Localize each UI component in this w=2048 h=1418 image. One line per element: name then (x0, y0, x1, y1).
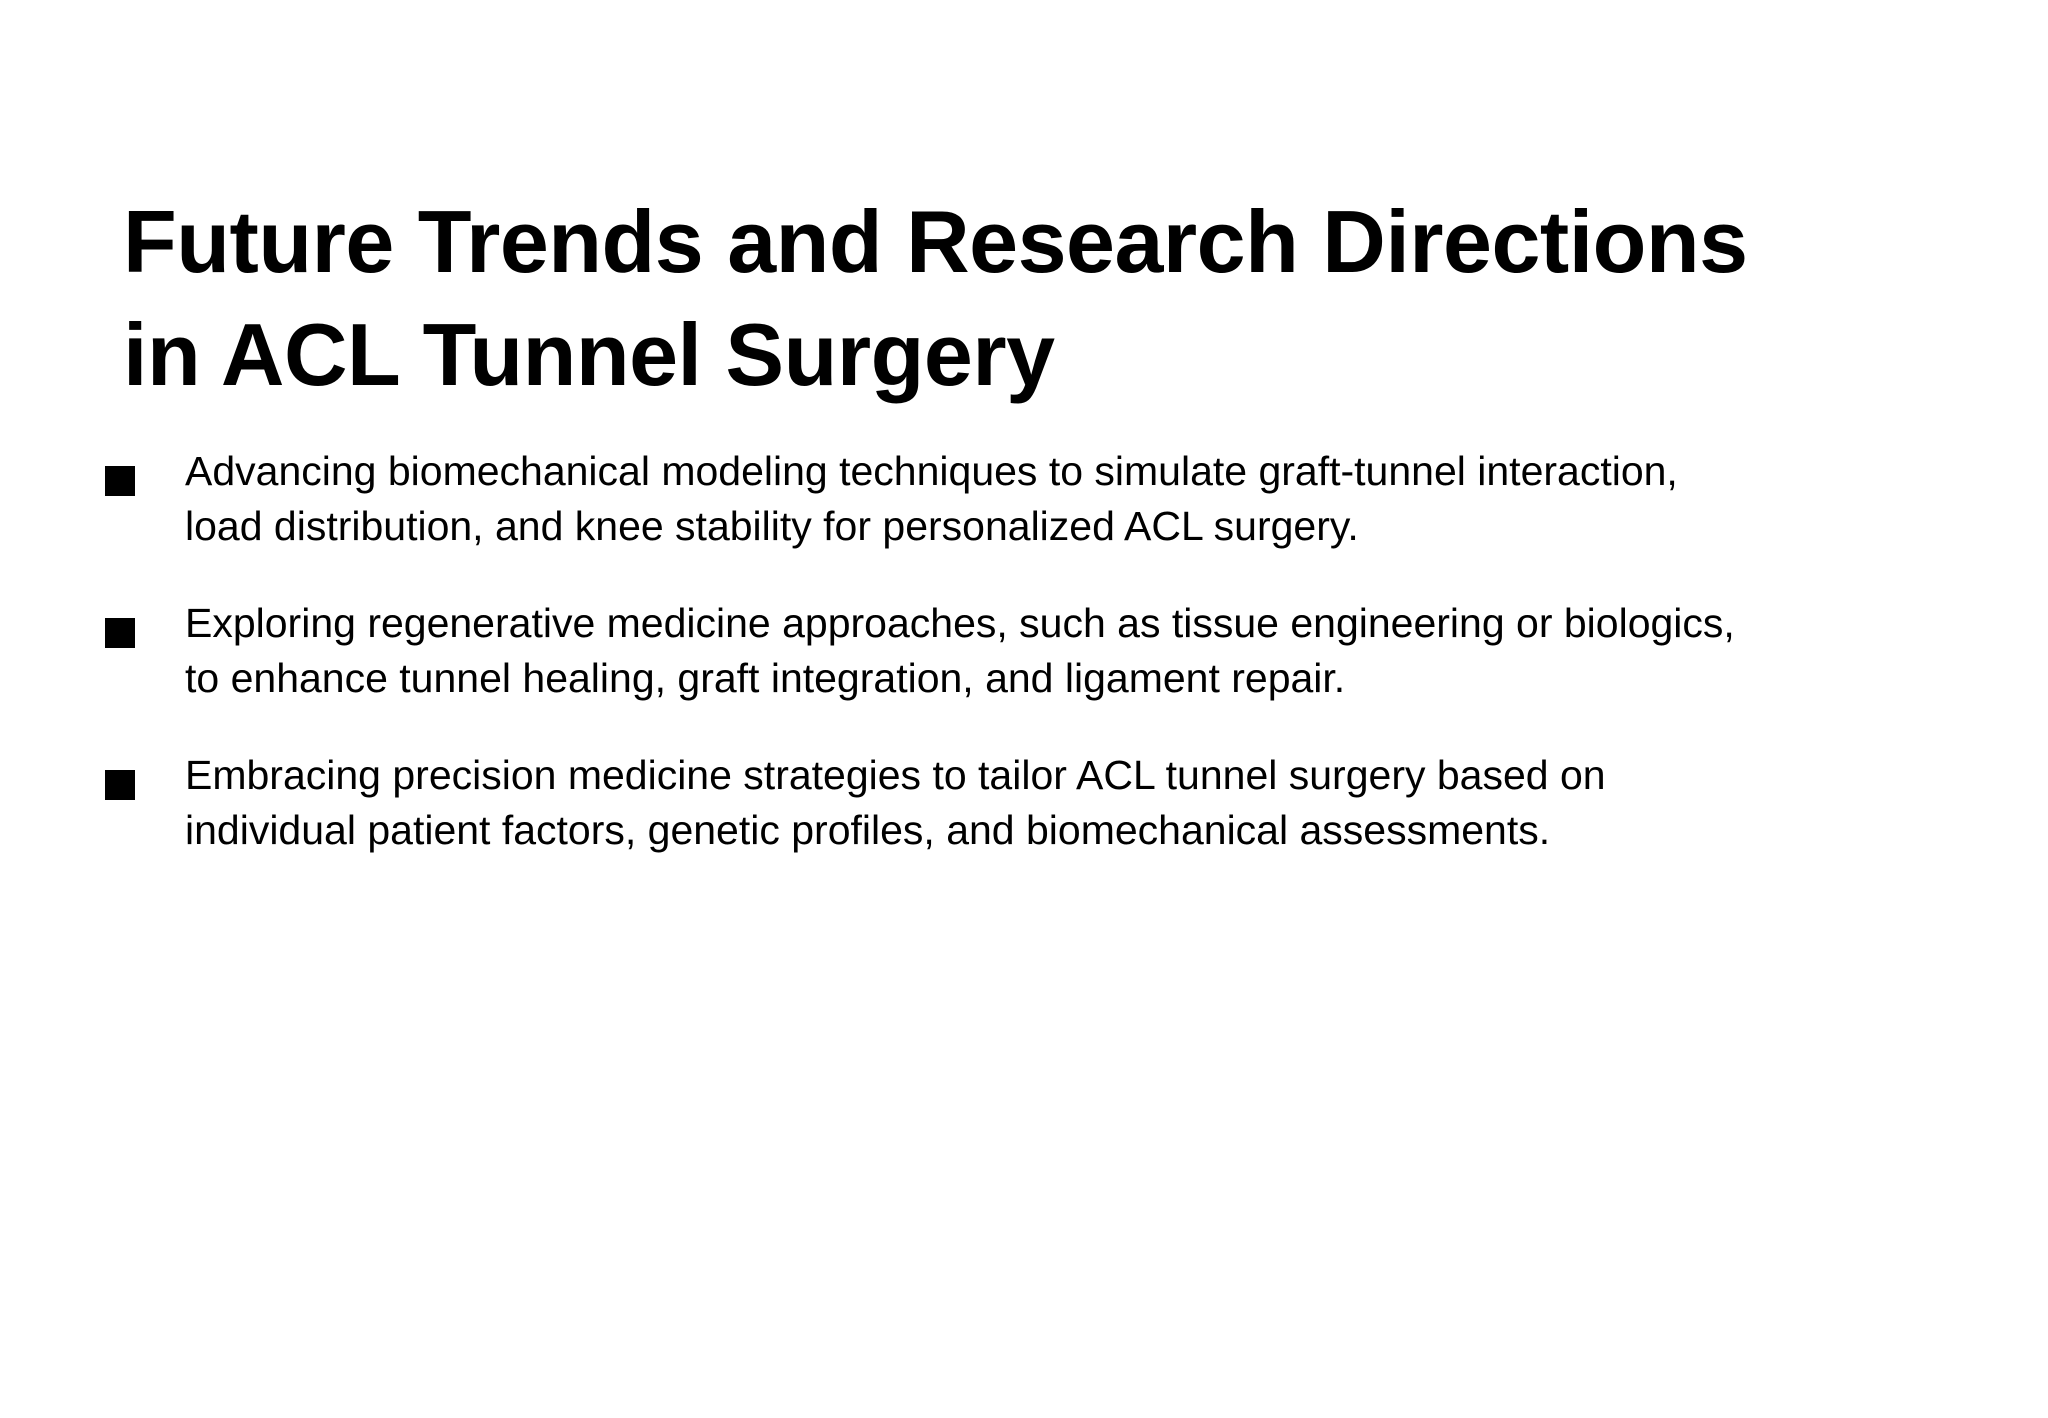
bullet-text: Embracing precision medicine strategies to tailor ACL tunnel surgery based on individual patient factors, genetic profiles, and biomechanical assessments. (185, 752, 1606, 853)
bullet-item (100, 444, 1740, 554)
bullet-text: Advancing biomechanical modeling techniques to simulate graft-tunnel interaction, load distribution, and knee stability for personalized ACL surgery. (185, 448, 1678, 549)
bullet-item (100, 596, 1740, 706)
bullet-list (100, 444, 1740, 900)
bullet-item (100, 748, 1740, 858)
slide-title: Future Trends and Research Directions in ACL Tunnel Surgery (123, 192, 1748, 404)
square-bullet-icon (105, 618, 135, 648)
square-bullet-icon (105, 770, 135, 800)
bullet-text: Exploring regenerative medicine approaches, such as tissue engineering or biologics, to enhance tunnel healing, graft integration, and ligament repair. (185, 600, 1735, 701)
square-bullet-icon (105, 466, 135, 496)
